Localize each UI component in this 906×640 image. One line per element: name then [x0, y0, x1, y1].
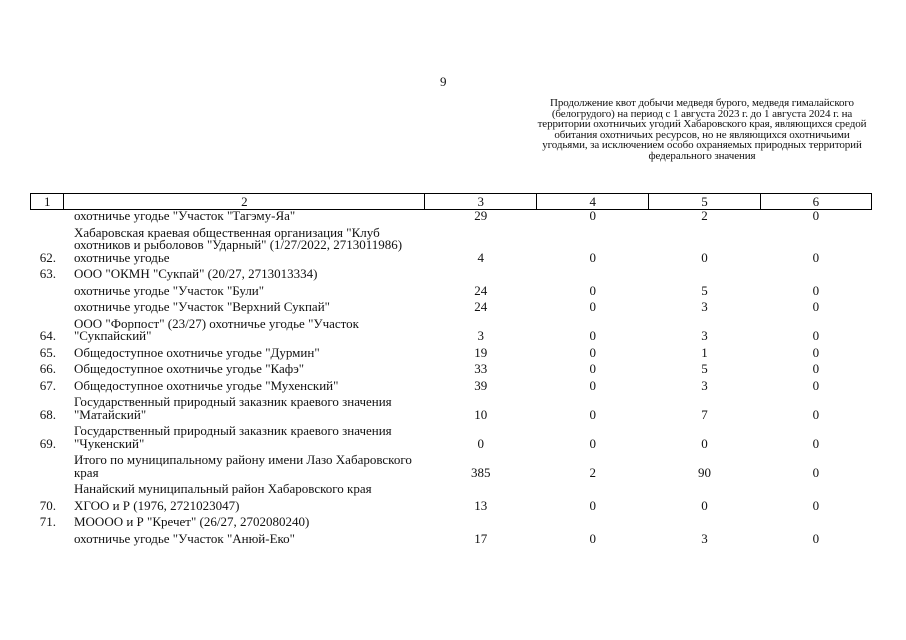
column-header-2: 2 — [64, 194, 425, 210]
table-row — [31, 380, 872, 393]
row-number: 68. — [39, 406, 56, 422]
page-number: 9 — [440, 74, 447, 89]
row-value-col3: 39 — [474, 377, 488, 393]
row-value-col5: 5 — [701, 282, 708, 298]
row-value-col3: 24 — [474, 299, 488, 314]
row-value-col4: 0 — [589, 435, 596, 451]
row-number — [31, 301, 64, 314]
row-value-col3: 33 — [474, 361, 488, 376]
row-name: МОООО и Р "Кречет" (26/27, 2702080240) — [73, 514, 310, 529]
row-value-col6: 0 — [812, 208, 820, 223]
column-header-5: 5 — [649, 194, 761, 210]
row-value-col3: 24 — [474, 282, 488, 298]
row-number: 71. — [39, 514, 56, 529]
row-value-col5: 0 — [701, 249, 708, 265]
row-name: Государственный природный заказник краевого значения "Матайский" — [73, 394, 392, 422]
row-value-col3: 3 — [477, 328, 484, 343]
table-row — [31, 268, 872, 281]
row-number — [31, 210, 64, 223]
column-header-1: 1 — [31, 194, 64, 210]
row-value-col5: 2 — [701, 208, 708, 223]
row-name: Государственный природный заказник краевого значения "Чукенский" — [73, 423, 392, 451]
row-value-col6 — [760, 483, 871, 496]
row-value-col4: 0 — [589, 299, 596, 314]
row-value-col3: 29 — [474, 208, 488, 223]
row-value-col5: 0 — [701, 497, 708, 513]
row-value-col4 — [537, 483, 649, 496]
row-number: 65. — [39, 344, 56, 360]
row-value-col5: 7 — [701, 406, 708, 422]
table-row — [31, 396, 872, 421]
row-value-col4: 0 — [589, 249, 596, 265]
row-number: 70. — [39, 497, 56, 513]
table-row — [31, 301, 872, 314]
row-value-col5: 90 — [698, 464, 712, 480]
row-value-col4: 0 — [589, 208, 596, 223]
row-name: охотничье угодье "Участок "Верхний Сукпай" — [73, 299, 330, 314]
row-value-col4: 0 — [589, 406, 596, 422]
row-value-col5: 1 — [701, 344, 708, 360]
row-name: Общедоступное охотничье угодье "Мухенский" — [73, 377, 339, 393]
row-value-col4: 0 — [589, 530, 596, 546]
column-header-6: 6 — [760, 194, 871, 210]
row-number: 67. — [39, 377, 56, 393]
row-value-col4: 0 — [589, 344, 596, 360]
row-name: охотничье угодье "Участок "Тагэму-Яа" — [73, 208, 296, 223]
row-value-col5 — [649, 516, 761, 529]
row-number: 69. — [39, 435, 56, 451]
row-value-col6: 0 — [812, 406, 820, 422]
row-value-col6: 0 — [812, 530, 820, 546]
row-spacer-cell — [31, 545, 872, 549]
table-row — [31, 285, 872, 298]
table-row — [31, 454, 872, 479]
row-value-col3 — [425, 483, 537, 496]
row-value-col6: 0 — [812, 299, 820, 314]
row-value-col6 — [760, 268, 871, 281]
table-row — [31, 483, 872, 496]
row-value-col5: 3 — [701, 299, 708, 314]
quota-table — [30, 193, 872, 549]
header-note: Продолжение квот добычи медведя бурого, медведя гималайского (белогрудого) на период с 1 августа 2023 г. до 1 августа 2024 г. на территории охотничьих угодий Хабаровского края, являющихся средой обитания охотничьих ресурсов, но не являющихся охотничьими угодьями, за исключением особо охраняемых природных территорий федерального значения — [537, 97, 867, 162]
row-value-col6: 0 — [812, 377, 820, 393]
row-value-col5 — [649, 483, 761, 496]
row-value-col6 — [760, 516, 871, 529]
row-name: ООО "ОКМН "Сукпай" (20/27, 2713013334) — [73, 266, 318, 281]
row-number — [31, 285, 64, 298]
row-number — [31, 533, 64, 546]
row-name: Общедоступное охотничье угодье "Дурмин" — [73, 344, 320, 360]
row-value-col4 — [537, 516, 649, 529]
row-number: 62. — [39, 249, 56, 265]
row-number: 63. — [39, 266, 56, 281]
table-row — [31, 347, 872, 360]
row-name: Нанайский муниципальный район Хабаровского края — [73, 481, 372, 496]
row-value-col3: 0 — [477, 435, 484, 451]
table-row — [31, 500, 872, 513]
table-row — [31, 227, 872, 265]
row-number — [31, 483, 64, 496]
row-value-col3: 13 — [474, 497, 488, 513]
row-value-col6: 0 — [812, 328, 820, 343]
row-value-col4: 0 — [589, 377, 596, 393]
table-row — [31, 363, 872, 376]
row-number: 64. — [39, 328, 56, 343]
row-value-col3 — [425, 268, 537, 281]
row-name: ХГОО и Р (1976, 2721023047) — [73, 497, 240, 513]
row-value-col3: 385 — [470, 464, 491, 480]
row-value-col4: 0 — [589, 361, 596, 376]
row-value-col5: 5 — [701, 361, 708, 376]
row-value-col4: 0 — [589, 328, 596, 343]
row-value-col3 — [425, 516, 537, 529]
row-name: Общедоступное охотничье угодье "Кафэ" — [73, 361, 305, 376]
row-value-col5: 3 — [701, 328, 708, 343]
table-row — [31, 533, 872, 546]
table-row — [31, 210, 872, 223]
table-row — [31, 516, 872, 529]
row-name: Хабаровская краевая общественная организация "Клуб охотников и рыболовов "Ударный" (1/27/2022, 2713011986) охотничье угодье — [73, 224, 403, 265]
row-value-col5: 3 — [701, 530, 708, 546]
row-value-col6: 0 — [812, 435, 820, 451]
row-value-col4: 2 — [589, 464, 596, 480]
row-value-col5 — [649, 268, 761, 281]
row-name: охотничье угодье "Участок "Анюй-Еко" — [73, 530, 295, 546]
row-number — [31, 454, 64, 479]
row-number: 66. — [39, 361, 56, 376]
row-value-col3: 4 — [477, 249, 484, 265]
row-value-col4: 0 — [589, 282, 596, 298]
row-value-col4: 0 — [589, 497, 596, 513]
row-value-col6: 0 — [812, 282, 820, 298]
row-value-col6: 0 — [812, 361, 820, 376]
row-value-col3: 10 — [474, 406, 488, 422]
row-value-col5: 0 — [701, 435, 708, 451]
row-spacer — [31, 545, 872, 549]
column-header-4: 4 — [537, 194, 649, 210]
table-row — [31, 425, 872, 450]
row-name: Итого по муниципальному району имени Лазо Хабаровского края — [73, 452, 412, 480]
column-header-3: 3 — [425, 194, 537, 210]
row-value-col6: 0 — [812, 344, 820, 360]
row-value-col6: 0 — [812, 497, 820, 513]
row-value-col3: 19 — [474, 344, 488, 360]
row-name: охотничье угодье "Участок "Були" — [73, 282, 265, 298]
row-value-col4 — [537, 268, 649, 281]
row-name: ООО "Форпост" (23/27) охотничье угодье "Участок "Сукпайский" — [73, 315, 359, 343]
row-value-col6: 0 — [812, 249, 820, 265]
row-value-col3: 17 — [474, 530, 488, 546]
row-value-col5: 3 — [701, 377, 708, 393]
table-row — [31, 318, 872, 343]
row-value-col6: 0 — [812, 464, 820, 480]
